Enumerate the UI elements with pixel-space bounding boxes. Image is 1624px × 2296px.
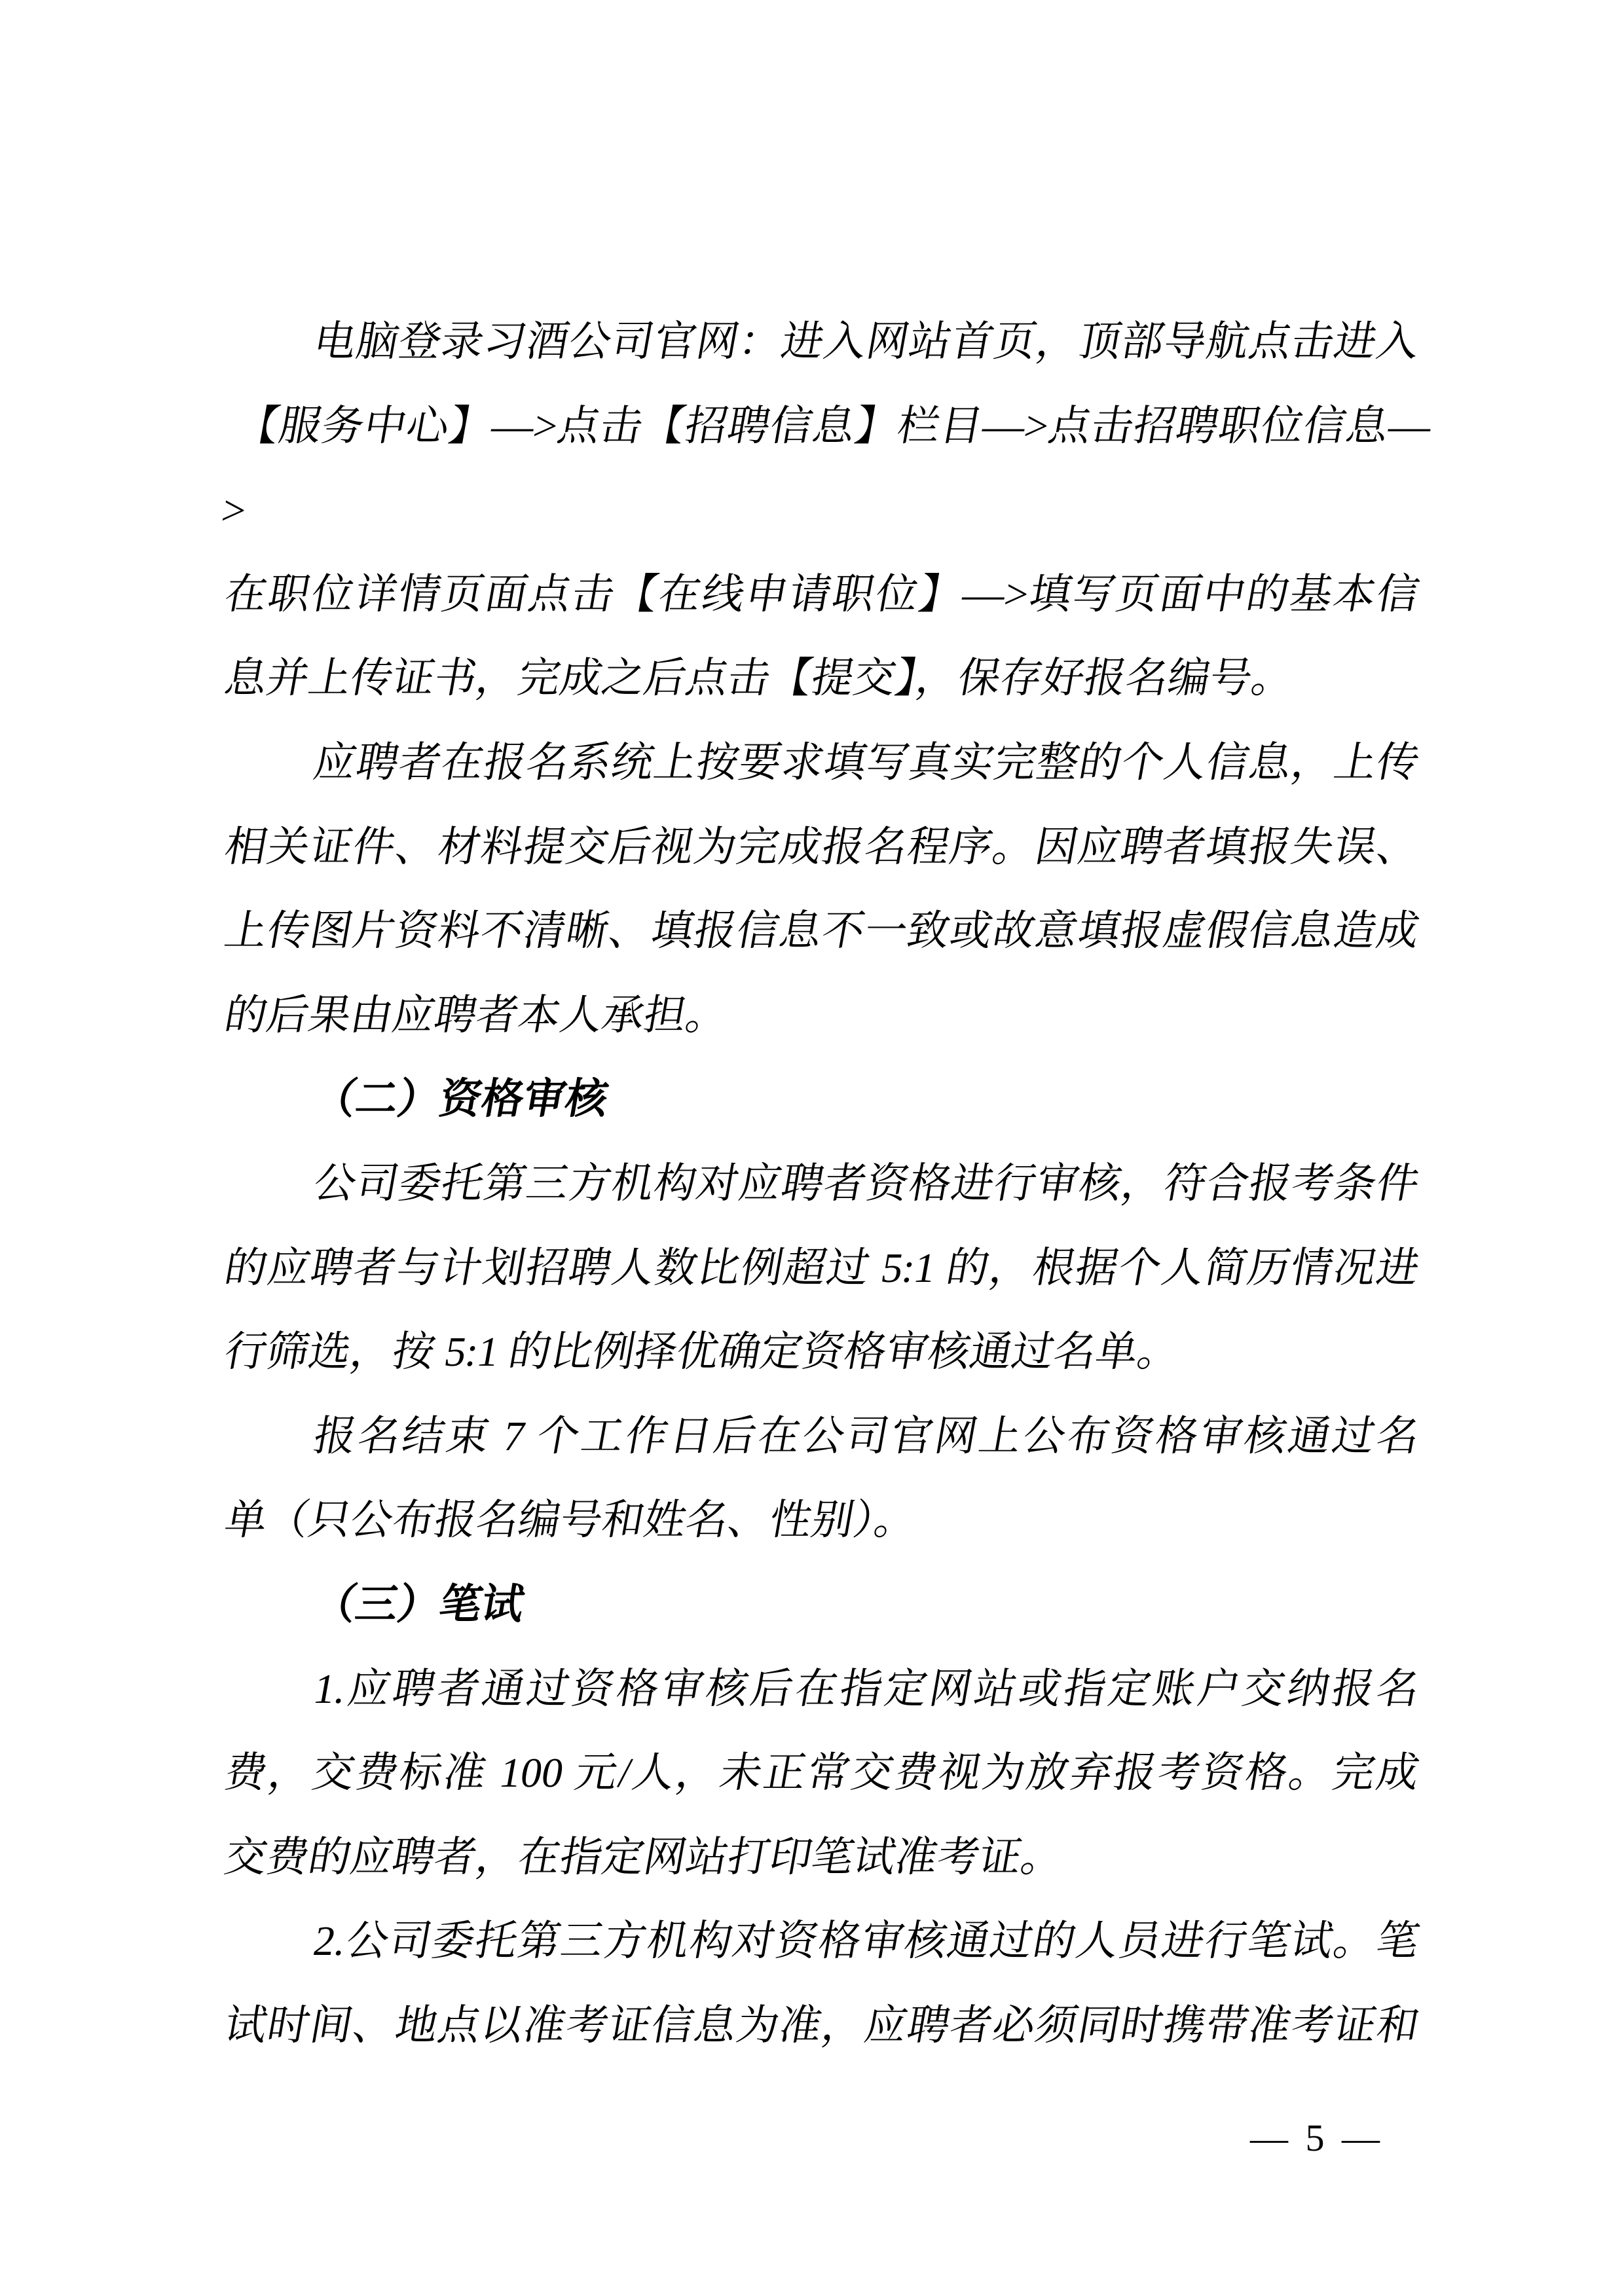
document-line: 行筛选，按 5:1 的比例择优确定资格审核通过名单。 xyxy=(221,1328,1184,1376)
document-line: （二）资格审核 xyxy=(310,1076,612,1123)
document-line: 息并上传证书，完成之后点击【提交】，保存好报名编号。 xyxy=(221,655,1299,702)
document-line: 应聘者在报名系统上按要求填写真实完整的个人信息，上传 xyxy=(310,738,1424,786)
document-line: 公司委托第三方机构对应聘者资格进行审核，符合报考条件 xyxy=(310,1159,1424,1207)
page-number: — 5 — xyxy=(1250,2117,1384,2159)
document-line: 2.公司委托第三方机构对资格审核通过的人员进行笔试。笔 xyxy=(310,1918,1424,1965)
document-line: 的应聘者与计划招聘人数比例超过 5:1 的，根据个人简历情况进 xyxy=(221,1244,1424,1291)
document-line: 上传图片资料不清晰、填报信息不一致或故意填报虚假信息造成 xyxy=(221,907,1424,955)
document-line: 交费的应聘者，在指定网站打印笔试准考证。 xyxy=(221,1833,1068,1880)
document-line: 相关证件、材料提交后视为完成报名程序。因应聘者填报失误、 xyxy=(221,823,1424,870)
document-body xyxy=(218,300,1435,2068)
document-line: 报名结束 7 个工作日后在公司官网上公布资格审核通过名 xyxy=(310,1412,1424,1459)
document-line: 1.应聘者通过资格审核后在指定网站或指定账户交纳报名 xyxy=(310,1665,1424,1712)
document-line: 试时间、地点以准考证信息为准，应聘者必须同时携带准考证和 xyxy=(221,2001,1424,2049)
document-line: 的后果由应聘者本人承担。 xyxy=(221,991,733,1038)
document-line: 单（只公布报名编号和姓名、性别）。 xyxy=(221,1497,921,1544)
document-line: （三）笔试 xyxy=(310,1580,528,1628)
document-line: 在职位详情页面点击【在线申请职位】—>填写页面中的基本信 xyxy=(221,570,1424,617)
document-line: 【服务中心】—>点击【招聘信息】栏目—>点击招聘职位信息—> xyxy=(218,402,1435,534)
document-line: 费，交费标准 100 元/人，未正常交费视为放弃报考资格。完成 xyxy=(221,1749,1424,1796)
document-line: 电脑登录习酒公司官网：进入网站首页，顶部导航点击进入 xyxy=(310,318,1424,365)
